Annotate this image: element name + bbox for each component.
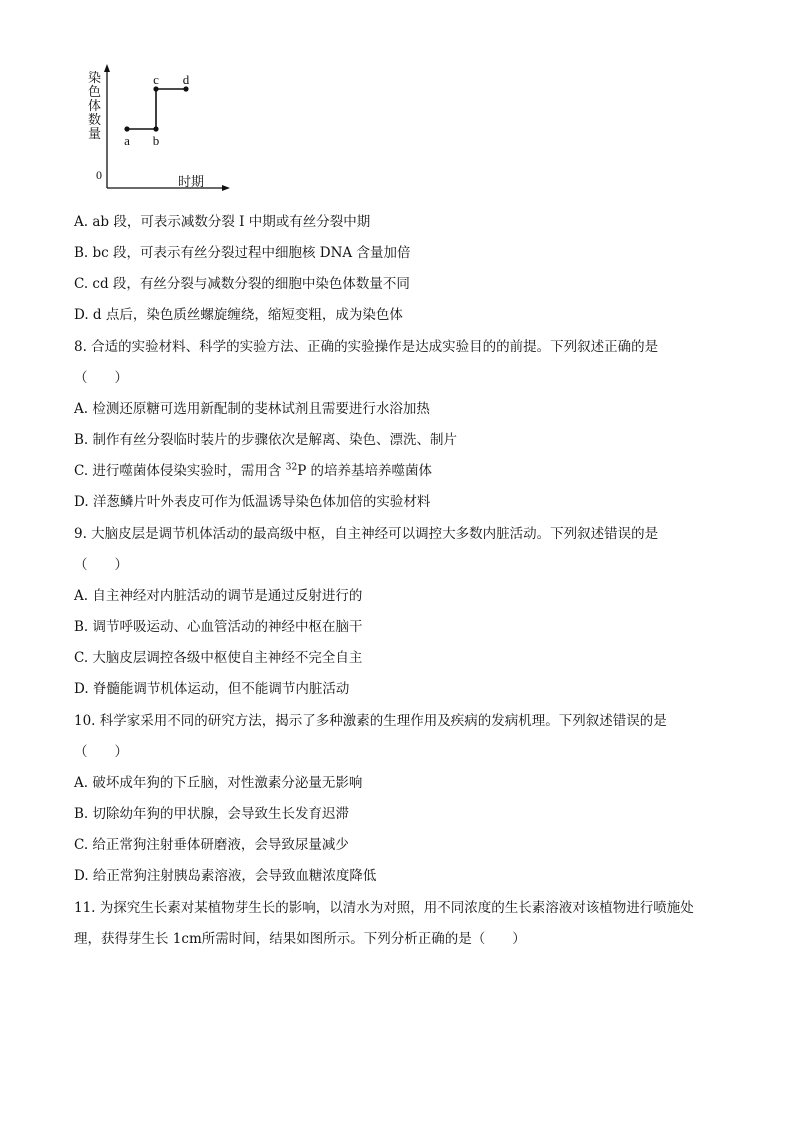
q10-option-b: B. 切除幼年狗的甲状腺，会导致生长发育迟滞	[74, 806, 350, 822]
q9-stem: 9. 大脑皮层是调节机体活动的最高级中枢，自主神经可以调控大多数内脏活动。下列叙述错误的是	[74, 526, 659, 542]
q7-option-b: B. bc 段，可表示有丝分裂过程中细胞核 DNA 含量加倍	[74, 245, 411, 261]
q9-paren: （ ）	[74, 557, 128, 573]
q7-option-a: A. ab 段，可表示减数分裂 I 中期或有丝分裂中期	[74, 214, 371, 230]
q9-option-a: A. 自主神经对内脏活动的调节是通过反射进行的	[74, 588, 363, 604]
q8-option-d: D. 洋葱鳞片叶外表皮可作为低温诱导染色体加倍的实验材料	[74, 494, 431, 510]
q8-option-c	[74, 461, 432, 481]
x-axis-arrow	[222, 185, 230, 191]
q8-stem: 8. 合适的实验材料、科学的实验方法、正确的实验操作是达成实验目的的前提。下列叙述正确的是	[74, 339, 659, 355]
q9-option-b: B. 调节呼吸运动、心血管活动的神经中枢在脑干	[74, 619, 363, 635]
point-label-d: d	[182, 72, 190, 87]
point-label-c: c	[153, 72, 159, 87]
q8-option-b: B. 制作有丝分裂临时装片的步骤依次是解离、染色、漂洗、制片	[74, 432, 458, 448]
q11-line2: 理，获得芽生长 1cm所需时间，结果如图所示。下列分析正确的是（ ）	[74, 931, 526, 947]
chromosome-graph	[80, 60, 240, 200]
q8-option-c-pre: C. 进行噬菌体侵染实验时，需用含	[74, 463, 286, 479]
point-label-b: b	[152, 133, 160, 148]
q8-option-c-post: P 的培养基培养噬菌体	[297, 463, 433, 479]
q11-line1: 11. 为探究生长素对某植物芽生长的影响，以清水为对照，用不同浓度的生长素溶液对该植物进行喷施处	[74, 900, 694, 916]
q8-option-c-sup: 32	[285, 462, 298, 473]
q8-option-a: A. 检测还原糖可选用新配制的斐林试剂且需要进行水浴加热	[74, 401, 430, 417]
graph-svg	[80, 60, 240, 200]
point-d	[183, 86, 188, 91]
point-c	[153, 86, 158, 91]
y-axis-arrow	[104, 64, 110, 72]
q9-option-c: C. 大脑皮层调控各级中枢使自主神经不完全自主	[74, 650, 363, 666]
q10-stem: 10. 科学家采用不同的研究方法，揭示了多种激素的生理作用及疾病的发病机理。下列叙述错误的是	[74, 713, 667, 729]
q9-option-d: D. 脊髓能调节机体运动，但不能调节内脏活动	[74, 681, 350, 697]
q7-option-c: C. cd 段，有丝分裂与减数分裂的细胞中染色体数量不同	[74, 276, 410, 292]
point-b	[153, 126, 158, 131]
q10-paren: （ ）	[74, 744, 128, 760]
y-axis-label: 染色体数量	[88, 70, 102, 141]
q7-option-d: D. d 点后，染色质丝螺旋缠绕，缩短变粗，成为染色体	[74, 307, 403, 323]
q8-paren: （ ）	[74, 370, 128, 386]
q10-option-d: D. 给正常狗注射胰岛素溶液，会导致血糖浓度降低	[74, 868, 377, 884]
point-a	[124, 126, 129, 131]
x-axis-label: 时期	[178, 174, 205, 189]
q10-option-a: A. 破坏成年狗的下丘脑，对性激素分泌量无影响	[74, 775, 363, 791]
origin-label: 0	[96, 168, 102, 182]
point-label-a: a	[124, 133, 130, 148]
q10-option-c: C. 给正常狗注射垂体研磨液，会导致尿量减少	[74, 837, 349, 853]
